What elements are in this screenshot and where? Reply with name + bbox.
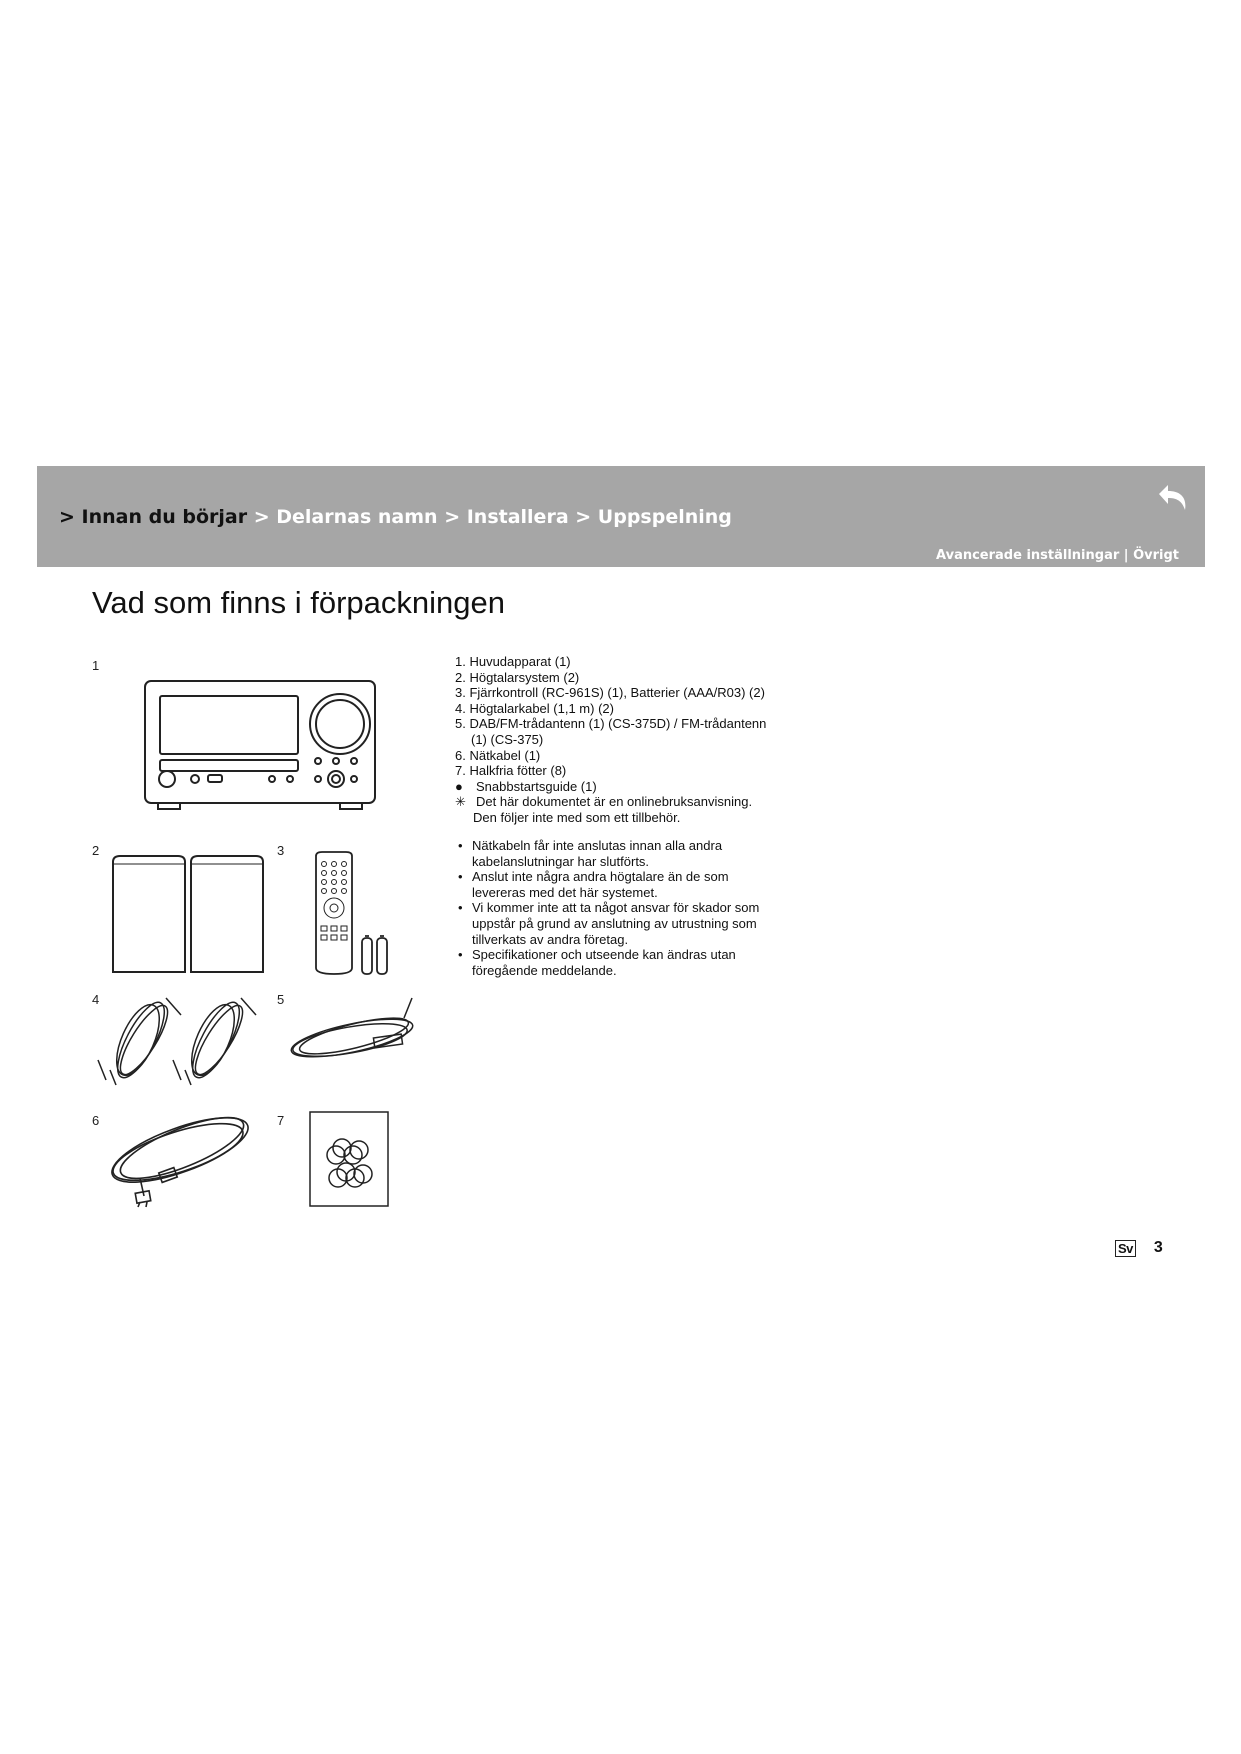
- contents-list: [455, 654, 875, 826]
- note-line: levereras med det här systemet.: [472, 884, 658, 900]
- anti-slip-feet-illustration: [308, 1110, 390, 1210]
- list-item: 4. Högtalarkabel (1,1 m) (2): [455, 700, 614, 716]
- bullet-item: [455, 779, 875, 795]
- list-item-continuation: (1) (CS-375): [471, 731, 544, 747]
- header-banner: [37, 466, 1205, 567]
- notes-list: [458, 838, 878, 978]
- list-item: 2. Högtalarsystem (2): [455, 669, 580, 685]
- language-badge: Sv: [1115, 1240, 1136, 1257]
- speaker-system-illustration: [108, 852, 268, 978]
- figure-number-2: 2: [92, 843, 100, 858]
- bullet-item-text: Snabbstartsguide (1): [476, 778, 597, 794]
- note-line: tillverkats av andra företag.: [472, 931, 629, 947]
- nav-innan-du-borjar[interactable]: > Innan du börjar: [59, 506, 248, 528]
- note-line: • Specifikationer och utseende kan ändras utan: [472, 947, 736, 963]
- page-title: Vad som finns i förpackningen: [92, 585, 505, 620]
- breadcrumb-nav: [59, 506, 732, 528]
- asterisk-note-line1: Det här dokumentet är en onlinebruksanvisning.: [476, 794, 753, 810]
- antenna-illustration: [284, 990, 429, 1070]
- asterisk-note: [455, 794, 875, 810]
- note-item: [458, 869, 878, 900]
- nav-installera[interactable]: > Installera: [444, 506, 569, 528]
- note-item: [458, 900, 878, 947]
- back-arrow-icon[interactable]: [1151, 480, 1191, 516]
- figure-number-4: 4: [92, 992, 100, 1007]
- note-line: • Anslut inte några andra högtalare än de som: [472, 869, 729, 885]
- page-footer: [1115, 1239, 1163, 1257]
- main-unit-illustration: [140, 676, 380, 814]
- figure-number-3: 3: [277, 843, 285, 858]
- nav-uppspelning[interactable]: > Uppspelning: [575, 506, 732, 528]
- note-item: [458, 947, 878, 978]
- note-item: [458, 838, 878, 869]
- note-line: kabelanslutningar har slutförts.: [472, 853, 650, 869]
- nav-delarnas-namn[interactable]: > Delarnas namn: [253, 506, 438, 528]
- note-line: • Vi kommer inte att ta något ansvar för skador som: [472, 900, 760, 916]
- list-item: 3. Fjärrkontroll (RC-961S) (1), Batterier (AAA/R03) (2): [455, 685, 765, 701]
- remote-control-illustration: [312, 850, 392, 978]
- note-line: föregående meddelande.: [472, 962, 617, 978]
- page-number: 3: [1153, 1239, 1163, 1256]
- bullet-mark: ●: [455, 778, 463, 794]
- sub-separator: |: [1123, 548, 1129, 563]
- list-item: 7. Halkfria fötter (8): [455, 763, 567, 779]
- figure-number-7: 7: [277, 1113, 285, 1128]
- asterisk-note-line2: Den följer inte med som ett tillbehör.: [473, 809, 681, 825]
- list-item: 5. DAB/FM-trådantenn (1) (CS-375D) / FM-trådantenn: [455, 716, 767, 732]
- asterisk-mark: ✳: [455, 794, 466, 810]
- figure-number-1: 1: [92, 658, 100, 673]
- list-item: 6. Nätkabel (1): [455, 747, 541, 763]
- sub-link-avancerade[interactable]: Avancerade inställningar: [936, 548, 1120, 563]
- note-line: uppstår på grund av anslutning av utrustning som: [472, 915, 757, 931]
- list-item: 1. Huvudapparat (1): [455, 654, 571, 669]
- speaker-cable-illustration: [96, 990, 271, 1090]
- note-line: • Nätkabeln får inte anslutas innan alla andra: [472, 838, 723, 853]
- power-cord-illustration: [100, 1108, 260, 1208]
- figure-number-6: 6: [92, 1113, 100, 1128]
- sub-link-ovrigt[interactable]: Övrigt: [1133, 548, 1179, 563]
- sub-nav: [936, 548, 1179, 563]
- figure-number-5: 5: [277, 992, 285, 1007]
